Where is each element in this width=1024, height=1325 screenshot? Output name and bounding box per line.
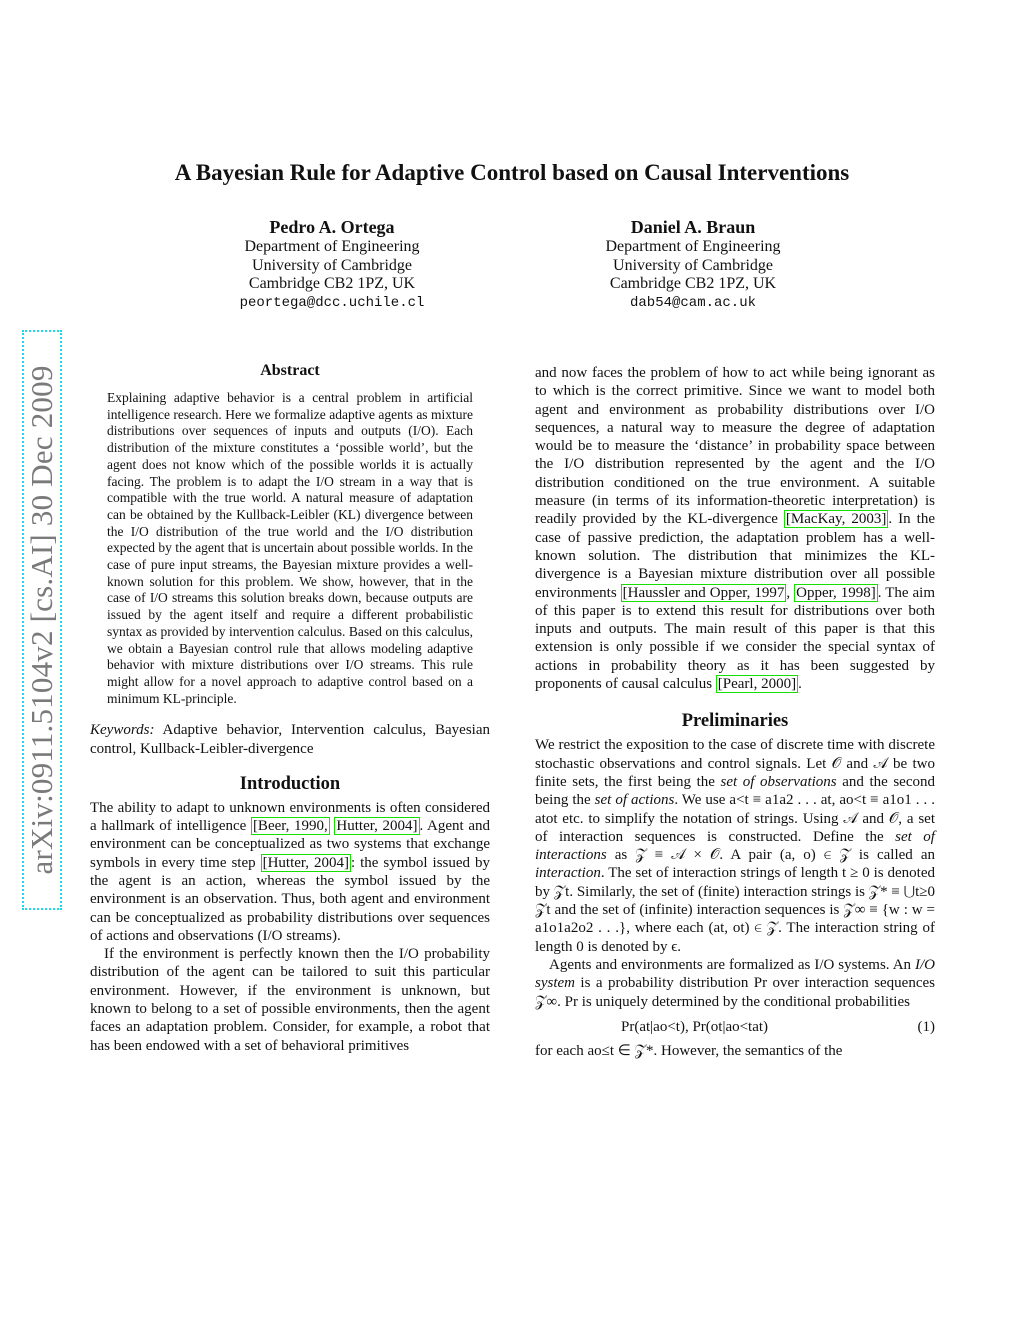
author-name: Daniel A. Braun [630,217,756,237]
text-run: . We use a<t ≡ a1a2 . . . at, ao<t ≡ a1o1 . . . atot etc. to simplify the notation of strings. Using 𝒜 and 𝒪, a set of interaction sequences is constructed. Define the [535,792,935,845]
text-run: . Agent and environment can be conceptualized as two systems that exchange symbols in every time step [90,818,490,871]
prelim-paragraph-3: for each ao≤t ∈ 𝒵*. However, the semantics of the [535,1042,843,1059]
paper-title: A Bayesian Rule for Adaptive Control based on Causal Interventions [174,160,850,185]
emphasis: set of interactions [535,828,935,864]
text-run: . [798,676,802,693]
keywords-text: Adaptive behavior, Intervention calculus, Bayesian control, Kullback-Leibler-divergence [90,722,490,757]
text-run: is a probability distribution Pr over interaction sequences 𝒵∞. Pr is uniquely determined by the conditional probabilities [535,975,935,1010]
citation-link[interactable]: [Haussler and Opper, 1997 [622,584,785,601]
author-name: Pedro A. Ortega [269,217,395,237]
abstract-heading: Abstract [260,362,320,379]
text-run: and now faces the problem of how to act while being ignorant as to which is the correct primitive. Since we want to model both agent and environment as probability distributions over I/O sequences, a natural way to measure the degree of adaptation would be to measure the ‘distance’ in probability space between the I/O distribution represented by the agent and the I/O distribution conditioned on the true environment. A suitable measure (in terms of its information-theoretic interpretation) is readily provided by the KL-divergence [535,365,935,528]
abstract-text: Explaining adaptive behavior is a central problem in artificial intelligence research. Here we formalize adaptive agents as mixture distributions over sequences of inputs and outputs (I/O). Each distribution of the mixture constitutes a ‘possible world’, but the agent does not know which of the possible worlds it is actually facing. The problem is to adapt the I/O stream in a way that is compatible with the true world. A natural measure of adaptation can be obtained by the Kullback-Leibler (KL) divergence between the I/O distribution of the true world and the I/O distribution expected by the agent that is uncertain about possible worlds. In the case of pure input streams, the Bayesian mixture provides a well-known solution for this problem. We show, however, that in the case of I/O streams this solution breaks down, because outputs are issued by the agent itself and require a different probabilistic syntax as provided by intervention calculus. Based on this calculus, we obtain a Bayesian control rule that allows modeling adaptive behavior with mixture distributions over I/O streams. This rule might allow for a novel approach to adaptive control based on a minimum KL-principle. [107,390,473,706]
text-run: and the second being the [535,773,935,809]
citation-link[interactable]: [Hutter, 2004] [262,854,350,871]
emphasis: set of observations [720,773,837,790]
emphasis: I/O system [535,956,935,992]
equation-1 [535,1019,935,1036]
prelim-paragraph-2 [535,956,935,1011]
intro-paragraph-1 [90,799,490,945]
author-email: peortega@dcc.uchile.cl [239,294,425,311]
author-address: Cambridge CB2 1PZ, UK [248,275,416,292]
text-run: . The aim of this paper is to extend this result for distributions over both inputs and outputs. The main result of this paper is that this extension is only possible if we consider the special syntax of actions in probability theory as it has been suggested by proponents of causal calculus [535,584,935,693]
intro-paragraph-2: If the environment is perfectly known then the I/O probability distribution of the agent can be tailored to suit this particular environment. However, if the environment is unknown, but known to belong to a set of possible environments, then the agent faces an adaptation problem. Consider, for example, a robot that has been endowed with a set of behavioral primitives [90,946,490,1054]
keywords-label: Keywords: [90,722,155,739]
author-university: University of Cambridge [613,256,773,274]
citation-link[interactable]: [MacKay, 2003] [785,511,887,528]
preliminaries-heading: Preliminaries [681,711,789,732]
author-block [563,216,823,312]
text-run: as 𝒵 ≡ 𝒜 × 𝒪. A pair (a, o) ∈ 𝒵 is called an [606,847,935,864]
keywords [90,721,490,757]
left-column [90,362,490,1055]
equation-number: (1) [917,1018,935,1035]
author-email: dab54@cam.ac.uk [629,294,757,311]
author-department: Department of Engineering [605,238,781,255]
citation-link[interactable]: Hutter, 2004] [336,818,418,835]
text-run: The ability to adapt to unknown environments is often considered a hallmark of intelligence [90,799,490,835]
arxiv-id[interactable]: arXiv:0911.5104v2 [cs.AI] 30 Dec 2009 [24,365,59,875]
citation-link[interactable]: [Pearl, 2000] [717,676,797,693]
emphasis: interaction [535,865,601,882]
emphasis: set of actions [594,792,675,809]
citation-link[interactable]: Opper, 1998] [796,584,876,601]
right-column [535,364,935,1060]
citation-link[interactable]: [Beer, 1990, [252,818,328,835]
author-university: University of Cambridge [252,256,412,274]
author-block [202,216,462,312]
text-run: . The set of interaction strings of length t ≥ 0 is denoted by 𝒵t. Similarly, the set of (finite) interaction strings is 𝒵* ≡ ⋃t≥0 𝒵t and the set of (infinite) interaction sequences is 𝒵∞ ≡ {w : w = a1o1a2o2 . . .}, where each (at, ot) ∈ 𝒵. The interaction string of length 0 is denoted by ϵ. [535,865,935,955]
equation-expression: Pr(at|ao<t), Pr(ot|ao<tat) [621,1018,769,1035]
author-address: Cambridge CB2 1PZ, UK [609,275,777,292]
text-run: We restrict the exposition to the case of discrete time with discrete stochastic observations and control signals. Let 𝒪 and 𝒜 be two finite sets, the first being the [535,737,935,790]
prelim-paragraph-1 [535,736,935,956]
text-run: : the symbol issued by the agent is an action, whereas the symbol issued by the environment is an observation. Thus, both agent and environment can be conceptualized as probability distributions over sequences of actions and observations (I/O streams). [90,854,490,944]
author-department: Department of Engineering [244,238,420,255]
arxiv-stamp[interactable] [22,330,62,910]
introduction-heading: Introduction [239,773,341,794]
text-run: . In the case of passive prediction, the adaptation problem has a well-known solution. The distribution that minimizes the KL-divergence is a Bayesian mixture distribution over all possible environments [535,511,935,601]
text-run: , [786,584,795,601]
text-run: Agents and environments are formalized as I/O systems. An [549,956,915,973]
right-paragraph-1 [535,364,935,693]
